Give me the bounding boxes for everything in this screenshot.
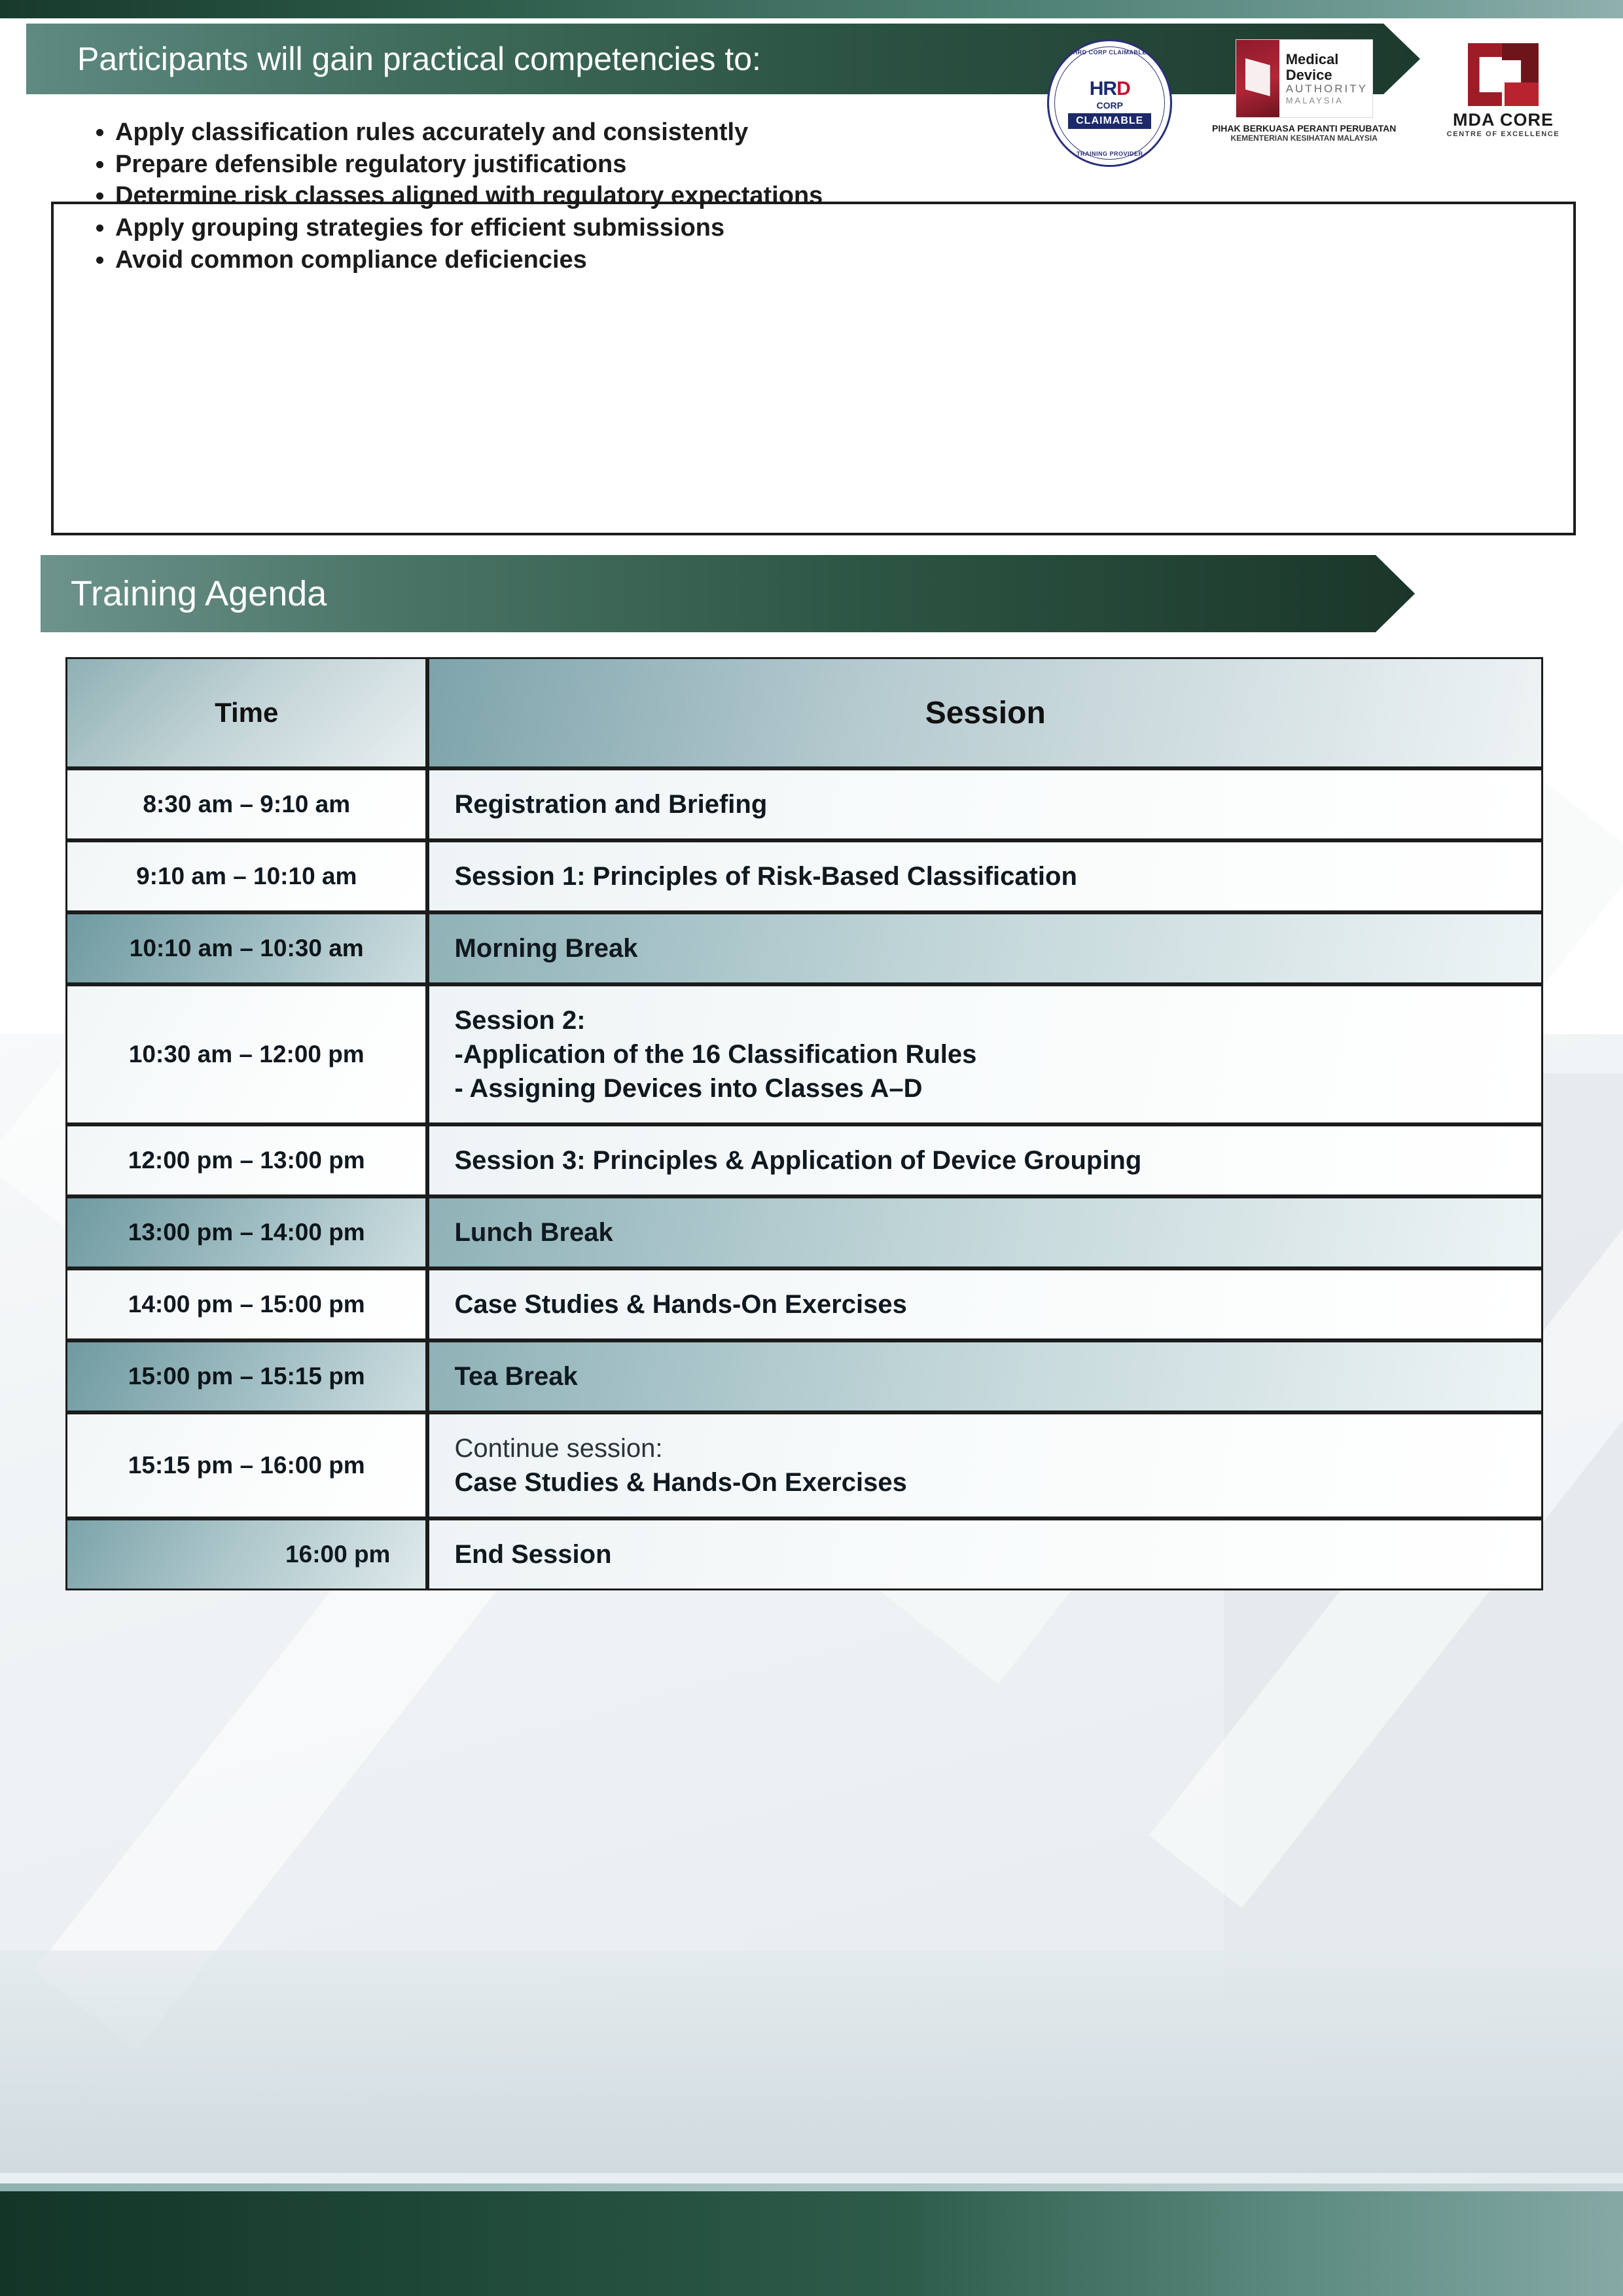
hrd-ring-top-text: HRD CORP CLAIMABLE [1073,49,1147,56]
list-item: • Apply classification rules accurately and consistently [115,117,1466,149]
list-item: • Prepare defensible regulatory justifications [115,149,1466,181]
agenda-session [427,1196,1543,1268]
table-row [65,768,1543,840]
table-row [65,1412,1543,1518]
agenda-session [427,768,1543,840]
table-row-end [65,1518,1543,1590]
mda-line1: Medical Device [1285,51,1339,83]
agenda-session-line: Registration and Briefing [454,790,768,819]
agenda-session [427,984,1543,1124]
agenda-time: 16:00 pm [65,1518,427,1590]
agenda-session-line: -Application of the 16 Classification Rules [454,1040,977,1069]
list-item: • Determine risk classes aligned with regulatory expectations [115,180,1466,212]
table-row [65,1124,1543,1196]
agenda-session-line: Session 3: Principles & Application of Device Grouping [454,1146,1142,1175]
agenda-session [427,1340,1543,1412]
agenda-time: 15:15 pm – 16:00 pm [65,1412,427,1518]
mda-caption-ministry: KEMENTERIAN KESIHATAN MALAYSIA [1230,134,1378,143]
core-emblem-icon [1464,39,1543,110]
agenda-heading: Training Agenda [71,574,327,613]
table-row-break [65,1196,1543,1268]
hrd-corp-claimable-logo [1047,39,1172,167]
agenda-session [427,912,1543,984]
logo-row [1047,39,1571,170]
top-accent-bar [0,0,1623,18]
mda-caption-malay: PIHAK BERKUASA PERANTI PERUBATAN [1212,123,1397,134]
table-row [65,984,1543,1124]
bottom-accent-edge [0,2183,1623,2191]
competency-heading: Participants will gain practical competencies to: [77,41,761,77]
agenda-time: 13:00 pm – 14:00 pm [65,1196,427,1268]
agenda-time: 8:30 am – 9:10 am [65,768,427,840]
column-header-session: Session [427,657,1543,768]
bottom-accent-bar [0,2191,1623,2296]
agenda-session [427,1124,1543,1196]
agenda-time: 12:00 pm – 13:00 pm [65,1124,427,1196]
mda-line3: MALAYSIA [1285,95,1344,105]
table-header-row [65,657,1543,768]
table-row-break [65,1340,1543,1412]
core-subtitle: CENTRE OF EXCELLENCE [1446,130,1560,138]
agenda-session [427,1518,1543,1590]
hrd-corp-text: CORP [1096,99,1123,111]
list-item: • Apply grouping strategies for efficient submissions [115,212,1466,244]
agenda-session-line: Session 1: Principles of Risk-Based Classification [454,862,1077,891]
hrd-wordmark: HRD [1089,77,1130,99]
mda-line2: AUTHORITY [1285,82,1368,95]
agenda-session-lead: Continue session: [454,1434,663,1463]
agenda-session-line: Morning Break [454,934,638,963]
agenda-session-line: Case Studies & Hands-On Exercises [454,1290,907,1319]
agenda-time: 15:00 pm – 15:15 pm [65,1340,427,1412]
list-item: • Avoid common compliance deficiencies [115,244,1466,276]
agenda-session-line: Session 2: [454,1006,586,1035]
hrd-claimable-badge: CLAIMABLE [1068,113,1151,129]
agenda-time: 10:10 am – 10:30 am [65,912,427,984]
core-title: MDA CORE [1452,110,1554,130]
agenda-session [427,1268,1543,1340]
agenda-session-line: Tea Break [454,1362,578,1391]
mda-core-logo [1436,39,1571,138]
agenda-session-line: - Assigning Devices into Classes A–D [454,1074,923,1103]
mda-emblem-icon [1236,40,1279,117]
hrd-ring-bottom-text: TRAINING PROVIDER [1076,151,1143,157]
agenda-time: 9:10 am – 10:10 am [65,840,427,912]
agenda-session-line: End Session [454,1540,612,1569]
table-row [65,1268,1543,1340]
agenda-session [427,840,1543,912]
agenda-session-line: Lunch Break [454,1218,613,1247]
table-row-break [65,912,1543,984]
agenda-session-line: Case Studies & Hands-On Exercises [454,1468,907,1497]
column-header-time: Time [65,657,427,768]
table-row [65,840,1543,912]
medical-device-authority-logo [1207,39,1400,143]
agenda-session [427,1412,1543,1518]
training-agenda-table [65,657,1543,1590]
agenda-time: 14:00 pm – 15:00 pm [65,1268,427,1340]
agenda-time: 10:30 am – 12:00 pm [65,984,427,1124]
